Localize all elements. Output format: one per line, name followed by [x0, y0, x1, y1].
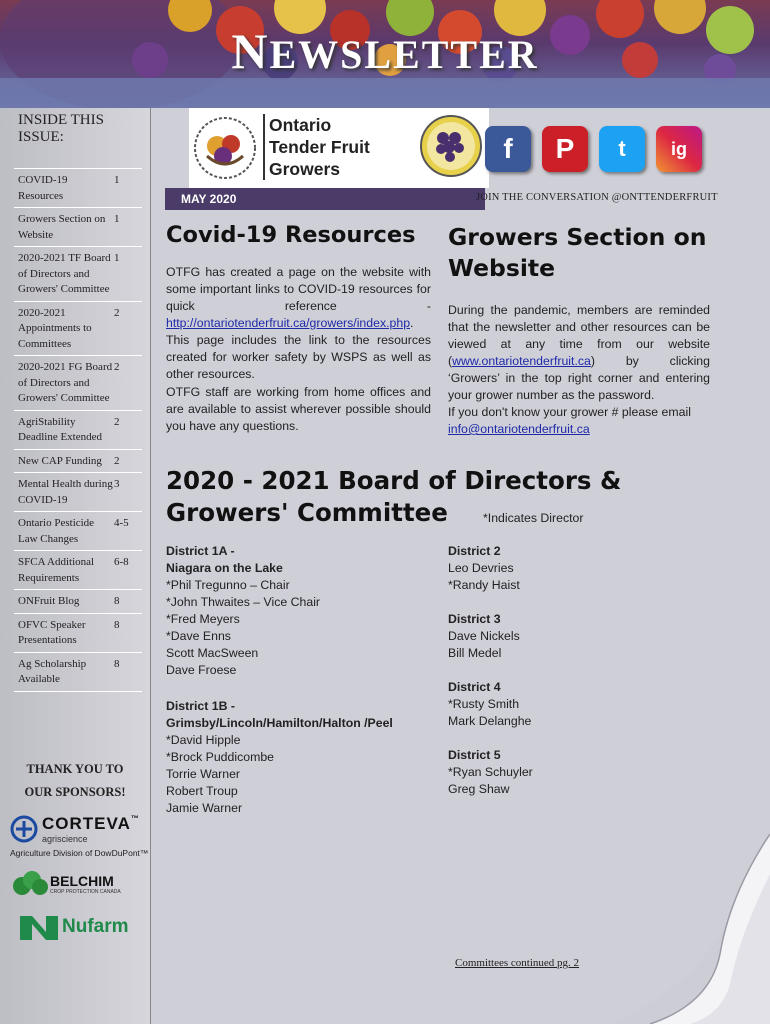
belchim-subtitle: CROP PROTECTION CANADA [50, 889, 121, 895]
board-heading-line1: 2020 - 2021 Board of Directors & [166, 466, 622, 495]
member-name: Leo Devries [448, 561, 514, 575]
district-1a-heading: District 1A - [166, 544, 235, 558]
toc-item-title: OFVC Speaker Presentations [18, 618, 86, 646]
toc-item-page: 4-5 [114, 517, 129, 529]
org-name-line3: Growers [269, 159, 340, 179]
district-5-heading: District 5 [448, 748, 501, 762]
member-name: Dave Nickels [448, 629, 520, 643]
corteva-logo [10, 814, 140, 844]
join-conversation-text: JOIN THE CONVERSATION @ONTTENDERFRUIT [476, 192, 718, 203]
district-1b [166, 698, 393, 817]
member-name: *John Thwaites – Vice Chair [166, 595, 321, 609]
toc-item-page: 2 [114, 306, 120, 319]
member-name: Torrie Warner [166, 767, 241, 781]
toc-item-title: 2020-2021 TF Board of Directors and Growers' Committee [18, 252, 111, 295]
toc-item[interactable] [14, 355, 142, 410]
member-name: Robert Troup [166, 784, 238, 798]
member-name: *Dave Enns [166, 629, 231, 643]
newsletter-banner [0, 0, 770, 108]
toc-item-page: 1 [114, 252, 120, 264]
corteva-tm: ™ [130, 814, 140, 823]
district-1a [166, 543, 320, 679]
board-heading-line2: Growers' Committee [166, 498, 448, 527]
member-name: *Randy Haist [448, 578, 520, 592]
nufarm-icon [18, 912, 60, 942]
toc-item[interactable] [14, 652, 142, 691]
district-5-members [448, 764, 533, 798]
continued-note: Committees continued pg. 2 [455, 957, 580, 969]
covid-resources-link[interactable]: http://ontariotenderfruit.ca/growers/index.php [166, 316, 411, 330]
toc-item[interactable] [14, 511, 142, 550]
toc-item-page: 8 [114, 595, 120, 607]
toc-item-title: Growers Section on Website [18, 213, 106, 241]
toc-item[interactable] [14, 550, 142, 589]
member-name: *Rusty Smith [448, 697, 520, 711]
district-4-members [448, 696, 531, 730]
belchim-name: BELCHIM [50, 873, 114, 889]
org-name-line2: Tender Fruit [269, 137, 370, 157]
twitter-icon[interactable] [599, 126, 645, 172]
title-rest: EWSLETTER [269, 32, 539, 77]
toc-item[interactable] [14, 207, 142, 246]
covid-text: OTFG has created a page on the website with some important links to COVID-19 resources for quick reference - [166, 265, 431, 313]
growers-paragraph [448, 302, 710, 404]
toc-item-page: 6-8 [114, 556, 129, 568]
toc-item-page: 2 [114, 415, 120, 428]
district-1a-members [166, 577, 320, 679]
member-name: Scott MacSween [166, 646, 259, 660]
toc-item[interactable] [14, 246, 142, 301]
member-name: Jamie Warner [166, 801, 243, 815]
toc-item-page: 2 [114, 454, 120, 467]
facebook-icon[interactable] [485, 126, 531, 172]
corteva-icon [10, 815, 38, 843]
newsletter-page [151, 108, 770, 1024]
corteva-name: CORTEVA [42, 814, 131, 833]
member-name: Dave Froese [166, 663, 237, 677]
district-2-heading: District 2 [448, 544, 501, 558]
issue-date-bar: MAY 2020 [165, 188, 485, 210]
district-3-heading: District 3 [448, 612, 501, 626]
member-name: *Brock Puddicombe [166, 750, 274, 764]
email-link[interactable]: info@ontariotenderfruit.ca [448, 422, 590, 436]
toc-item-title: Ontario Pesticide Law Changes [18, 517, 95, 545]
toc-item[interactable] [14, 472, 142, 511]
member-name: *Phil Tregunno – Chair [166, 578, 290, 592]
pinterest-icon[interactable] [542, 126, 588, 172]
toc-item-title: 2020-2021 FG Board of Directors and Growers' Committee [18, 361, 113, 404]
otfg-logo [189, 108, 489, 188]
toc-item-title: Mental Health during COVID-19 [18, 478, 113, 506]
member-name: Mark Delanghe [448, 714, 532, 728]
toc-item-page: 1 [114, 213, 120, 225]
toc-item[interactable] [14, 589, 142, 613]
growers-text-after: ) by clicking ‘Growers’ in the top right corner and entering your grower number as the password. [448, 354, 710, 402]
twitter-glyph: t [618, 136, 626, 161]
instagram-icon[interactable] [656, 126, 702, 172]
toc-item-title: COVID-19 Resources [18, 174, 68, 202]
toc-item-page: 8 [114, 618, 120, 631]
member-name: Bill Medel [448, 646, 502, 660]
member-name: *Ryan Schuyler [448, 765, 533, 779]
nufarm-logo [18, 912, 129, 942]
district-2-members [448, 560, 520, 594]
toc-item[interactable] [14, 410, 142, 449]
covid-heading: Covid-19 Resources [166, 222, 416, 248]
toc-item-title: 2020-2021 Appointments to Committees [18, 306, 92, 350]
grapes-icon [419, 114, 483, 178]
facebook-glyph: f [503, 133, 513, 164]
toc-item-page: 8 [114, 657, 120, 670]
banner-title [0, 22, 770, 80]
page-curl [610, 834, 770, 1024]
toc-item[interactable] [14, 301, 142, 356]
corteva-subtitle: agriscience [42, 834, 88, 844]
toc-item-page: 2 [114, 361, 120, 373]
corteva-caption: Agriculture Division of DowDuPont™ [10, 848, 149, 858]
covid-paragraph-2: OTFG staff are working from home offices and are available to assist wherever possible should you have any questions. [166, 385, 431, 433]
toc-item-title: New CAP Funding [18, 454, 102, 467]
sidebar [0, 108, 151, 1024]
website-link[interactable]: www.ontariotenderfruit.ca [452, 354, 591, 368]
inside-issue-heading: INSIDE THIS ISSUE: [18, 112, 104, 145]
table-of-contents [14, 168, 142, 692]
district-3 [448, 611, 520, 662]
toc-item[interactable] [14, 168, 142, 207]
org-name-line1: Ontario [269, 115, 332, 135]
district-5 [448, 747, 533, 798]
title-initial: N [231, 23, 270, 79]
member-name: *Fred Meyers [166, 612, 240, 626]
pinterest-glyph: P [555, 133, 575, 164]
nufarm-name: Nufarm [62, 916, 129, 937]
org-name [269, 114, 370, 180]
sponsors-heading: THANK YOU TO OUR SPONSORS! [24, 762, 126, 799]
covid-text-after: . This page includes the link to the resources created for worker safety by WSPS as well as other resources. [166, 316, 431, 381]
toc-item-title: Ag Scholarship Available [18, 657, 87, 685]
email-prompt: If you don't know your grower # please email [448, 405, 691, 419]
toc-item-page: 1 [114, 174, 120, 186]
member-name: *David Hipple [166, 733, 241, 747]
toc-item[interactable] [14, 449, 142, 473]
toc-item-title: SFCA Additional Requirements [18, 556, 95, 584]
toc-bottom-rule [14, 691, 142, 692]
covid-paragraph-1 [166, 264, 431, 383]
belchim-logo [10, 870, 121, 898]
district-4-heading: District 4 [448, 680, 501, 694]
growers-heading: Growers Section on Website [448, 223, 707, 282]
toc-item-page: 3 [114, 478, 120, 490]
district-1b-members [166, 732, 393, 817]
district-1a-area: Niagara on the Lake [166, 561, 283, 575]
toc-item-title: ONFruit Blog [18, 595, 80, 607]
director-note: *Indicates Director [483, 511, 584, 525]
member-name: Greg Shaw [448, 782, 510, 796]
growers-text: During the pandemic, members are reminded that the newsletter and other resources can be viewed at any time from our website ( [448, 303, 710, 368]
fruit-bowl-icon [193, 116, 257, 180]
logo-divider [263, 114, 265, 180]
district-1b-heading: District 1B - [166, 699, 236, 713]
district-2 [448, 543, 520, 594]
toc-item[interactable] [14, 613, 142, 652]
district-4 [448, 679, 531, 730]
growers-email-paragraph [448, 404, 716, 438]
district-1b-area: Grimsby/Lincoln/Hamilton/Halton /Peel [166, 716, 393, 730]
instagram-glyph: ig [671, 138, 687, 159]
toc-item-title: AgriStability Deadline Extended [18, 415, 102, 443]
belchim-icon [10, 870, 50, 898]
district-3-members [448, 628, 520, 662]
